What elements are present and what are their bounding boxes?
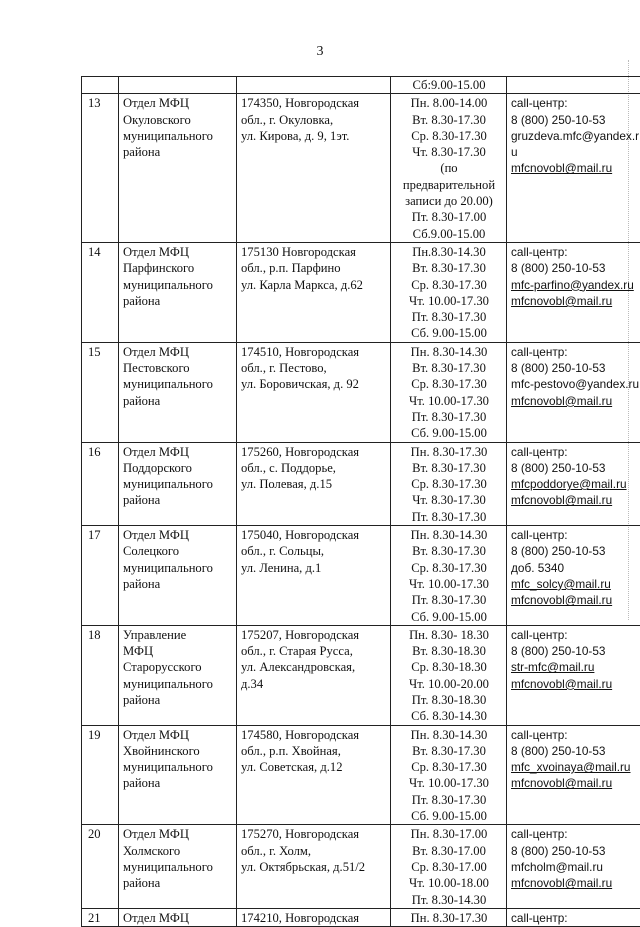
email-link[interactable]: mfcpoddorye@mail.ru [511, 476, 640, 492]
office-hours [391, 825, 507, 908]
contact-line: call-центр: [511, 244, 640, 260]
row-number: 13 [82, 94, 119, 243]
contact-line: call-центр: [511, 527, 640, 543]
office-name-line: Старорусского [123, 659, 233, 675]
office-address [237, 526, 391, 626]
hours-line: Ср. 8.30-17.30 [395, 560, 503, 576]
address-line: ул. Кирова, д. 9, 1эт. [241, 128, 387, 144]
table-row [82, 342, 640, 442]
office-name-line: МФЦ [123, 643, 233, 659]
office-hours [391, 625, 507, 725]
address-line: обл., г. Окуловка, [241, 112, 387, 128]
hours-line: Пн.8.30-14.30 [395, 244, 503, 260]
contact-line: 8 (800) 250-10-53 [511, 643, 640, 659]
hours-line: Чт. 10.00-17.30 [395, 393, 503, 409]
contact-line: call-центр: [511, 910, 640, 926]
hours-line: Чт. 10.00-20.00 [395, 676, 503, 692]
office-name-line: Солецкого [123, 543, 233, 559]
contact-line: call-центр: [511, 627, 640, 643]
address-line: 174580, Новгородская [241, 727, 387, 743]
address-line: обл., р.п. Парфино [241, 260, 387, 276]
address-line: ул. Советская, д.12 [241, 759, 387, 775]
office-name-line: района [123, 293, 233, 309]
address-line: обл., г. Старая Русса, [241, 643, 387, 659]
email-link[interactable]: mfc_solcy@mail.ru [511, 576, 640, 592]
contact-line: 8 (800) 250-10-53 [511, 543, 640, 559]
office-address [237, 442, 391, 525]
office-name-line: Поддорского [123, 460, 233, 476]
cell-hours [391, 77, 507, 94]
hours-line: Пт. 8.30-17.30 [395, 792, 503, 808]
hours-line: Чт. 10.00-18.00 [395, 875, 503, 891]
contact-line: 8 (800) 250-10-53 [511, 360, 640, 376]
office-name-line: района [123, 692, 233, 708]
table-row [82, 442, 640, 525]
address-line: ул. Полевая, д.15 [241, 476, 387, 492]
hours-line: Ср. 8.30-17.30 [395, 277, 503, 293]
table-row-continuation [82, 77, 640, 94]
office-contacts [507, 625, 640, 725]
contact-line: 8 (800) 250-10-53 [511, 743, 640, 759]
address-line: ул. Ленина, д.1 [241, 560, 387, 576]
office-hours [391, 342, 507, 442]
hours-line: Ср. 8.30-17.30 [395, 759, 503, 775]
hours-line: Сб. 9.00-15.00 [395, 425, 503, 441]
hours-line: записи до 20.00) [395, 193, 503, 209]
table-row [82, 725, 640, 825]
contact-line: 8 (800) 250-10-53 [511, 112, 640, 128]
contact-line: доб. 5340 [511, 560, 640, 576]
hours-line: Чт. 10.00-17.30 [395, 775, 503, 791]
office-address [237, 725, 391, 825]
row-number: 15 [82, 342, 119, 442]
office-name [119, 625, 237, 725]
office-address [237, 242, 391, 342]
office-name-line: Окуловского [123, 112, 233, 128]
table-body [82, 77, 640, 927]
hours-line: Вт. 8.30-18.30 [395, 643, 503, 659]
address-line: ул. Боровичская, д. 92 [241, 376, 387, 392]
hours-line: Пн. 8.30-17.30 [395, 444, 503, 460]
hours-line: Чт. 10.00-17.30 [395, 576, 503, 592]
cell-contacts [507, 77, 640, 94]
address-line: ул. Октябрьская, д.51/2 [241, 859, 387, 875]
office-name-line: муниципального [123, 560, 233, 576]
hours-line: Сб. 9.00-15.00 [395, 325, 503, 341]
email-link[interactable]: mfcnovobl@mail.ru [511, 676, 640, 692]
office-name [119, 825, 237, 908]
email-link[interactable]: mfc-parfino@yandex.ru [511, 277, 640, 293]
cell-num [82, 77, 119, 94]
address-line: 175270, Новгородская [241, 826, 387, 842]
page-number: 3 [0, 44, 640, 60]
office-contacts [507, 825, 640, 908]
office-name-line: муниципального [123, 859, 233, 875]
office-address [237, 908, 391, 926]
address-line: обл., с. Поддорье, [241, 460, 387, 476]
contact-line: 8 (800) 250-10-53 [511, 460, 640, 476]
office-name-line: района [123, 775, 233, 791]
hours-line: Пт. 8.30-17.00 [395, 209, 503, 225]
office-name-line: района [123, 492, 233, 508]
table-row [82, 94, 640, 243]
office-name [119, 908, 237, 926]
hours-line: Пт. 8.30-18.30 [395, 692, 503, 708]
office-contacts [507, 242, 640, 342]
row-number: 18 [82, 625, 119, 725]
office-name-line: Управление [123, 627, 233, 643]
hours-line: Ср. 8.30-17.30 [395, 476, 503, 492]
mfc-offices-table [81, 76, 640, 927]
office-hours [391, 725, 507, 825]
address-line: обл., г. Пестово, [241, 360, 387, 376]
office-name [119, 526, 237, 626]
email-link[interactable]: mfcnovobl@mail.ru [511, 160, 640, 176]
hours-line: Пт. 8.30-17.30 [395, 309, 503, 325]
address-line: обл., р.п. Хвойная, [241, 743, 387, 759]
address-line: 174510, Новгородская [241, 344, 387, 360]
hours-line: Сб.9.00-15.00 [395, 226, 503, 242]
office-contacts [507, 725, 640, 825]
contact-line: 8 (800) 250-10-53 [511, 260, 640, 276]
hours-line: Пт. 8.30-17.30 [395, 509, 503, 525]
office-name-line: Холмского [123, 843, 233, 859]
table-row [82, 908, 640, 926]
table-row [82, 825, 640, 908]
office-contacts [507, 526, 640, 626]
hours-line: Сб. 9.00-15.00 [395, 609, 503, 625]
office-name-line: муниципального [123, 476, 233, 492]
office-address [237, 342, 391, 442]
address-line: д.34 [241, 676, 387, 692]
hours-line: Сб:9.00-15.00 [395, 77, 503, 93]
contact-line: mfcholm@mail.ru [511, 859, 640, 875]
office-name-line: муниципального [123, 376, 233, 392]
office-hours [391, 242, 507, 342]
hours-line: Пт. 8.30-14.30 [395, 892, 503, 908]
hours-line: Пн. 8.30-14.30 [395, 727, 503, 743]
table-row [82, 625, 640, 725]
hours-line: Вт. 8.30-17.30 [395, 543, 503, 559]
row-number: 17 [82, 526, 119, 626]
email-link[interactable]: mfcnovobl@mail.ru [511, 393, 640, 409]
office-name-line: Отдел МФЦ [123, 826, 233, 842]
hours-line: (по [395, 160, 503, 176]
hours-line: Сб. 8.30-14.30 [395, 708, 503, 724]
contact-line: call-центр: [511, 444, 640, 460]
hours-line: Вт. 8.30-17.00 [395, 843, 503, 859]
table-row [82, 526, 640, 626]
hours-line: Ср. 8.30-18.30 [395, 659, 503, 675]
contact-line: gruzdeva.mfc@yandex.r [511, 128, 640, 144]
contact-line: call-центр: [511, 344, 640, 360]
hours-line: Вт. 8.30-17.30 [395, 460, 503, 476]
address-line: обл., г. Холм, [241, 843, 387, 859]
office-name [119, 242, 237, 342]
hours-line: Пн. 8.00-14.00 [395, 95, 503, 111]
contact-line: mfc-pestovo@yandex.ru [511, 376, 640, 392]
address-line: 175130 Новгородская [241, 244, 387, 260]
row-number: 21 [82, 908, 119, 926]
hours-line: Чт. 10.00-17.30 [395, 293, 503, 309]
office-address [237, 94, 391, 243]
hours-line: Пн. 8.30-17.30 [395, 910, 503, 926]
address-line: 174350, Новгородская [241, 95, 387, 111]
contact-line: u [511, 144, 640, 160]
office-name-line: района [123, 875, 233, 891]
email-link[interactable]: mfcnovobl@mail.ru [511, 875, 640, 891]
office-hours [391, 94, 507, 243]
row-number: 20 [82, 825, 119, 908]
hours-line: Чт. 8.30-17.30 [395, 492, 503, 508]
office-name-line: Отдел МФЦ [123, 95, 233, 111]
hours-line: Пн. 8.30-14.30 [395, 527, 503, 543]
contact-line: call-центр: [511, 95, 640, 111]
office-name-line: муниципального [123, 759, 233, 775]
office-hours [391, 526, 507, 626]
hours-line: Вт. 8.30-17.30 [395, 260, 503, 276]
table-row [82, 242, 640, 342]
email-link[interactable]: mfcnovobl@mail.ru [511, 775, 640, 791]
row-number: 19 [82, 725, 119, 825]
office-name-line: муниципального [123, 128, 233, 144]
office-name [119, 342, 237, 442]
hours-line: Вт. 8.30-17.30 [395, 112, 503, 128]
contact-line: call-центр: [511, 727, 640, 743]
address-line: 175207, Новгородская [241, 627, 387, 643]
address-line: 174210, Новгородская [241, 910, 387, 926]
office-name-line: Отдел МФЦ [123, 344, 233, 360]
office-name-line: Хвойнинского [123, 743, 233, 759]
email-link[interactable]: mfcnovobl@mail.ru [511, 293, 640, 309]
office-name [119, 442, 237, 525]
address-line: обл., г. Сольцы, [241, 543, 387, 559]
hours-line: Ср. 8.30-17.30 [395, 376, 503, 392]
office-hours [391, 442, 507, 525]
office-name-line: района [123, 576, 233, 592]
office-name [119, 725, 237, 825]
address-line: 175260, Новгородская [241, 444, 387, 460]
hours-line: Вт. 8.30-17.30 [395, 360, 503, 376]
office-contacts [507, 342, 640, 442]
cell-address [237, 77, 391, 94]
address-line: ул. Карла Маркса, д.62 [241, 277, 387, 293]
cell-name [119, 77, 237, 94]
row-number: 14 [82, 242, 119, 342]
office-address [237, 825, 391, 908]
hours-line: Пт. 8.30-17.30 [395, 409, 503, 425]
email-link[interactable]: mfcnovobl@mail.ru [511, 492, 640, 508]
office-name-line: района [123, 144, 233, 160]
office-name-line: района [123, 393, 233, 409]
office-name-line: Отдел МФЦ [123, 910, 233, 926]
hours-line: Пн. 8.30-14.30 [395, 344, 503, 360]
hours-line: Пт. 8.30-17.30 [395, 592, 503, 608]
hours-line: Вт. 8.30-17.30 [395, 743, 503, 759]
hours-line: Чт. 8.30-17.30 [395, 144, 503, 160]
office-name-line: муниципального [123, 277, 233, 293]
office-contacts [507, 908, 640, 926]
hours-line: Пн. 8.30-17.00 [395, 826, 503, 842]
office-name-line: Отдел МФЦ [123, 527, 233, 543]
hours-line: Пн. 8.30- 18.30 [395, 627, 503, 643]
address-line: 175040, Новгородская [241, 527, 387, 543]
hours-line: Сб. 9.00-15.00 [395, 808, 503, 824]
hours-line: предварительной [395, 177, 503, 193]
office-address [237, 625, 391, 725]
hours-line: Ср. 8.30-17.00 [395, 859, 503, 875]
hours-line: Ср. 8.30-17.30 [395, 128, 503, 144]
office-hours [391, 908, 507, 926]
office-name-line: Парфинского [123, 260, 233, 276]
office-name-line: муниципального [123, 676, 233, 692]
office-contacts [507, 94, 640, 243]
email-link[interactable]: mfc_xvoinaya@mail.ru [511, 759, 640, 775]
email-link[interactable]: mfcnovobl@mail.ru [511, 592, 640, 608]
office-name-line: Пестовского [123, 360, 233, 376]
contact-line: 8 (800) 250-10-53 [511, 843, 640, 859]
address-line: ул. Александровская, [241, 659, 387, 675]
row-number: 16 [82, 442, 119, 525]
office-name-line: Отдел МФЦ [123, 244, 233, 260]
office-name-line: Отдел МФЦ [123, 727, 233, 743]
office-name [119, 94, 237, 243]
office-name-line: Отдел МФЦ [123, 444, 233, 460]
office-contacts [507, 442, 640, 525]
contact-line: call-центр: [511, 826, 640, 842]
email-link[interactable]: str-mfc@mail.ru [511, 659, 640, 675]
